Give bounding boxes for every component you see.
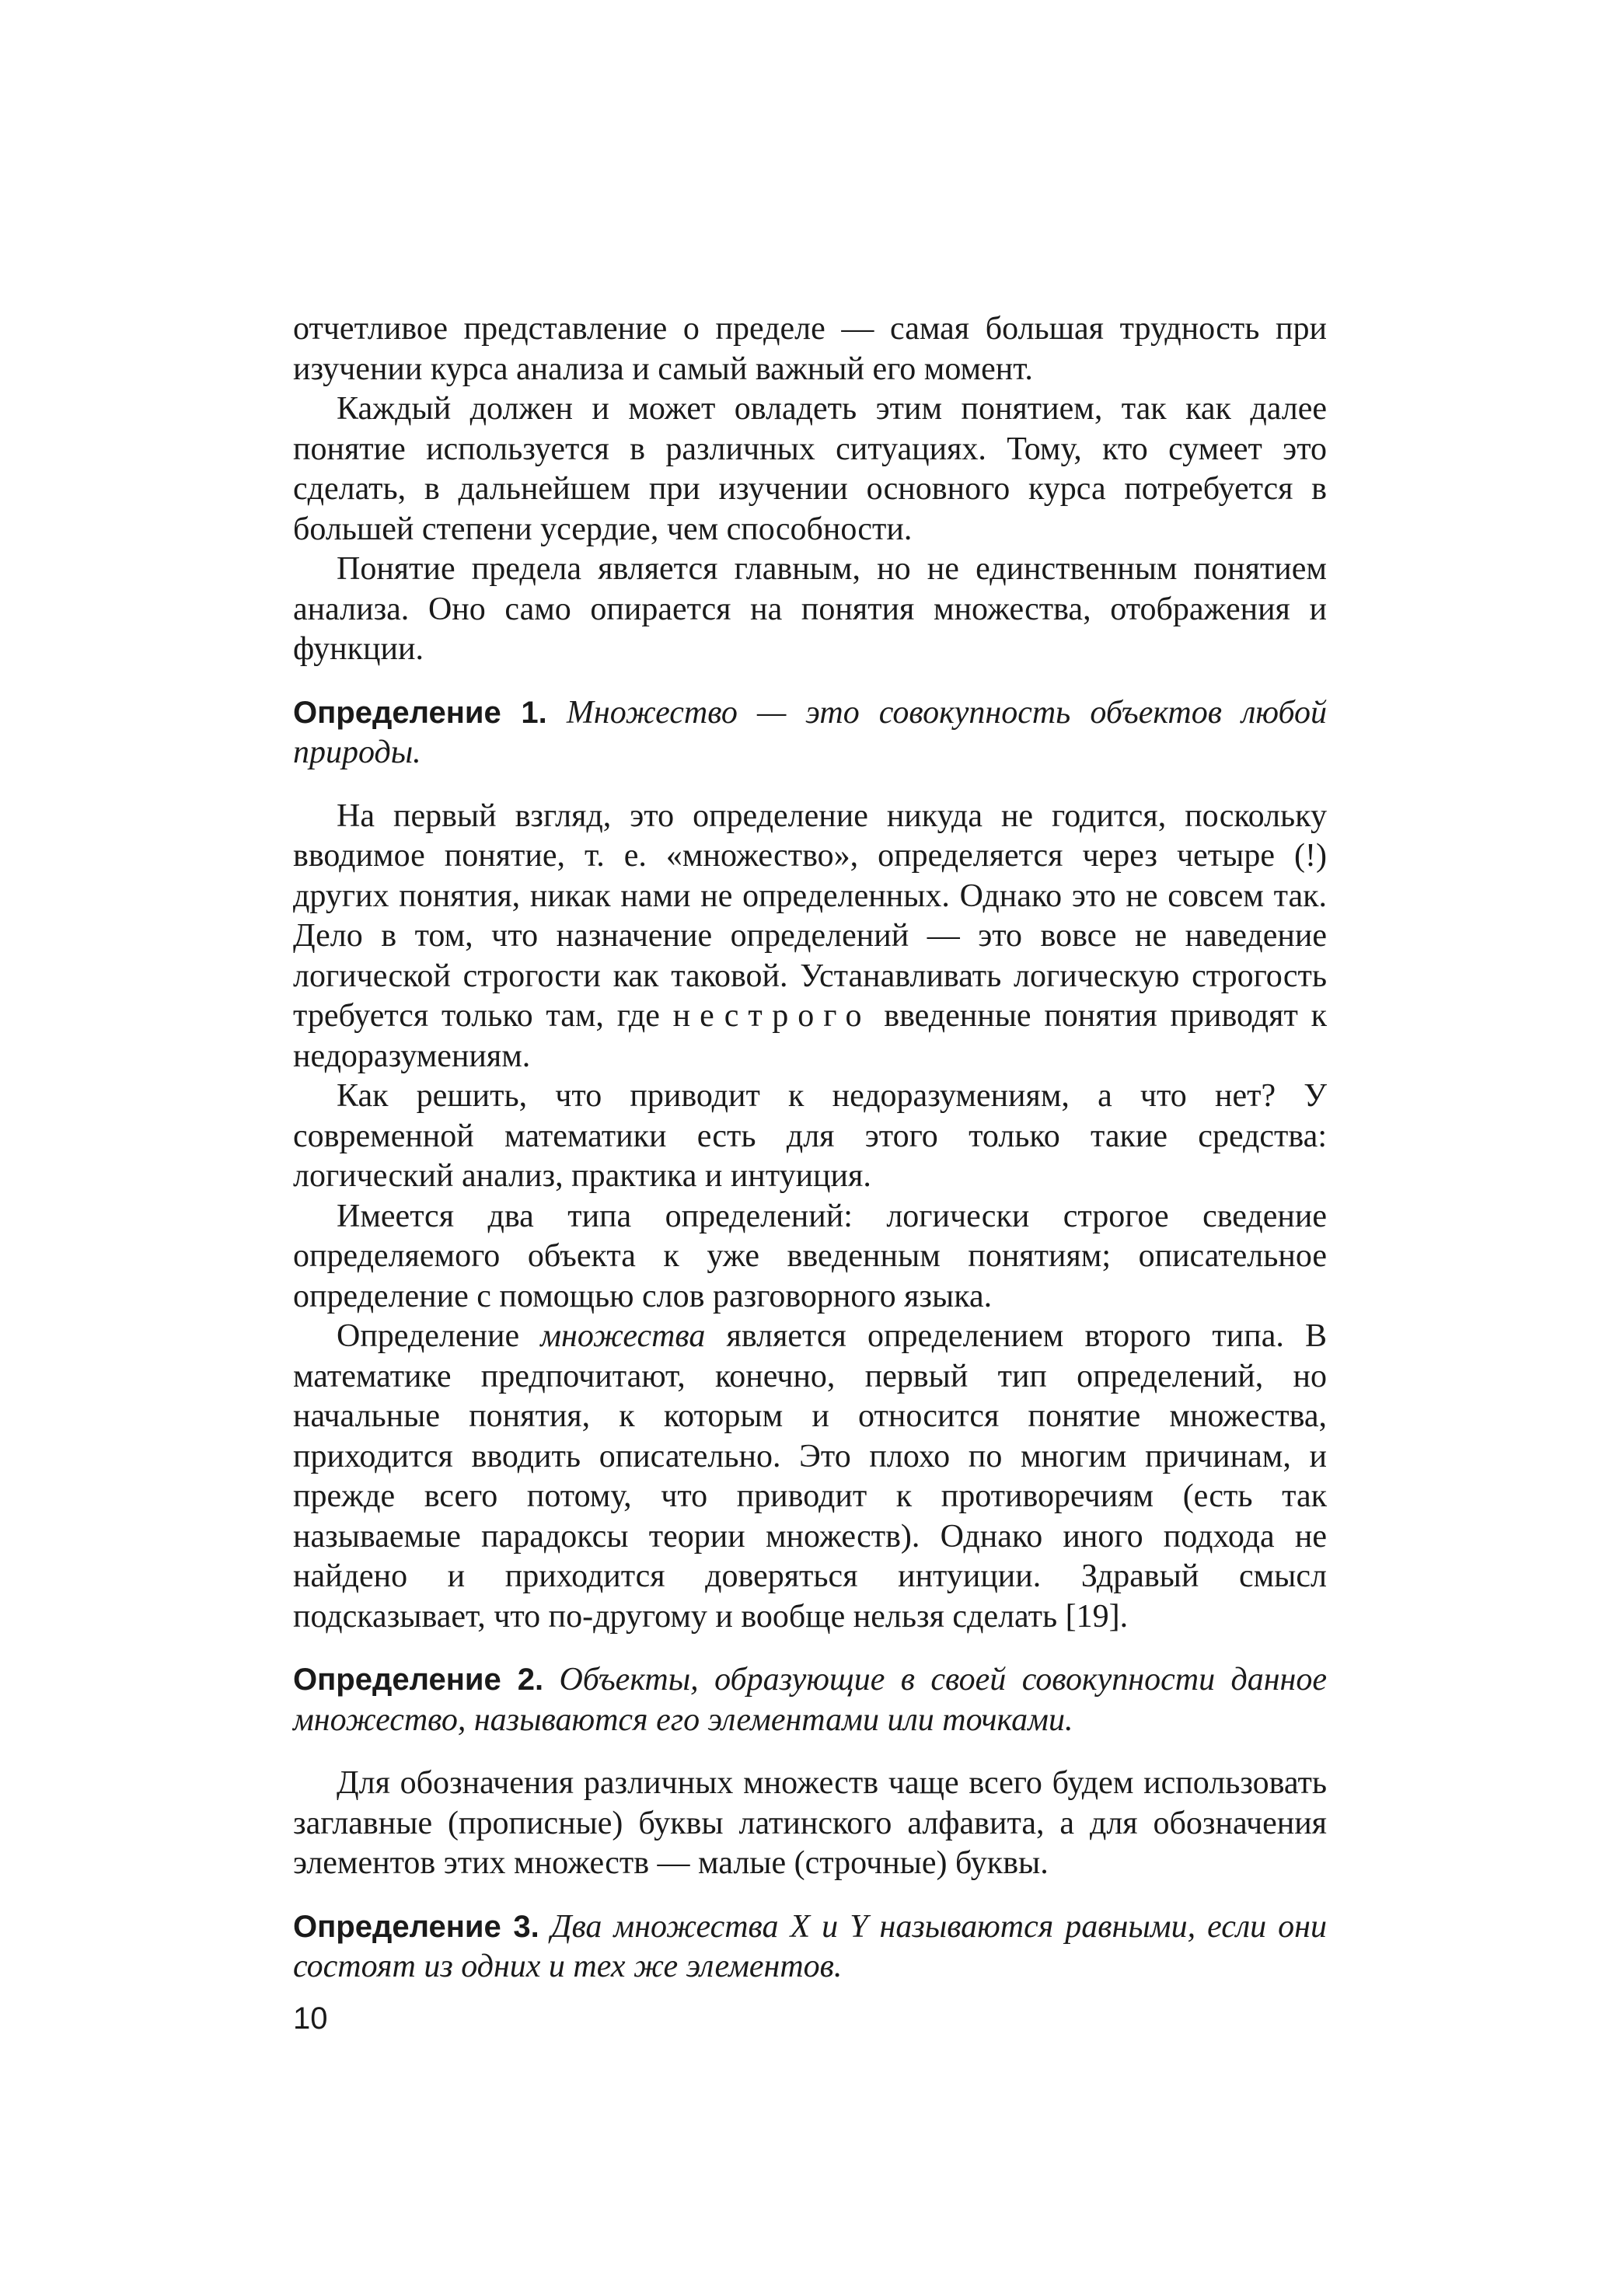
paragraph-set-definition-start: Определение <box>337 1318 520 1354</box>
paragraph-set-definition-type <box>293 1317 1327 1637</box>
spaced-word-nestrogo: нестрого <box>672 998 871 1034</box>
paragraph-first-glance <box>293 797 1327 1077</box>
page-body <box>293 309 1327 1987</box>
emphasis-mnozhestva: множества <box>540 1318 706 1354</box>
paragraph-limit-difficulty: отчетливое представление о пределе — самая большая трудность при изучении курса анализа и самый важный его момент. <box>293 311 1327 387</box>
definition-3-label: Определение 3. <box>293 1909 539 1944</box>
paragraph-concepts-of-analysis: Понятие предела является главным, но не единственным понятием анализа. Оно само опирается на понятия множества, отображения и функции. <box>293 551 1327 667</box>
definition-1 <box>293 693 1327 773</box>
definition-3-text: Два множества X и Y называются равными, если они состоят из одних и тех же элементов. <box>293 1908 1327 1984</box>
definition-2-label: Определение 2. <box>293 1663 544 1697</box>
definition-2 <box>293 1660 1327 1740</box>
paragraph-definition-types: Имеется два типа определений: логически строгое сведение определяемого объекта к уже введенным понятиям; описательное определение с помощью слов разговорного языка. <box>293 1198 1327 1314</box>
paragraph-how-to-decide: Как решить, что приводит к недоразумениям, а что нет? У современной математики есть для этого только такие средства: логический анализ, практика и интуиция. <box>293 1078 1327 1194</box>
definition-1-label: Определение 1. <box>293 695 547 730</box>
paragraph-first-glance-start: На первый взгляд, это определение никуда не годится, поскольку вводимое понятие, т. е. «множество», определяется через четыре (!) других понятия, никак нами не определенных. Однако это не совсем так. Дело в том, что назначение определений — это вовсе не наведение логической строгости как таковой. Устанавливать логическую строгость требуется только там, где <box>293 797 1327 1034</box>
paragraph-set-definition-end: является определением второго типа. В математике предпочитают, конечно, первый тип определений, но начальные понятия, к которым и относится понятие множества, приходится вводить описательно. Это плохо по многим причинам, и прежде всего потому, что приводит к противоречиям (есть так называемые парадоксы теории множеств). Однако иного подхода не найдено и приходится доверяться интуиции. Здравый смысл подсказывает, что по-другому и вообще нельзя сделать [19]. <box>293 1318 1327 1635</box>
paragraph-first-glance-end: введенные понятия приводят к недоразумениям. <box>293 998 1328 1074</box>
page-number: 10 <box>293 2001 328 2036</box>
definition-1-text: Множество — это совокупность объектов любой природы. <box>293 694 1328 770</box>
paragraph-notation: Для обозначения различных множеств чаще всего будем использовать заглавные (прописные) буквы латинского алфавита, а для обозначения элементов этих множеств — малые (строчные) буквы. <box>293 1765 1327 1881</box>
definition-3 <box>293 1907 1327 1987</box>
paragraph-mastering-concept: Каждый должен и может овладеть этим понятием, так как далее понятие используется в различных ситуациях. Тому, кто сумеет это сделать, в дальнейшем при изучении основного курса потребуется в большей степени усердие, чем способности. <box>293 391 1327 547</box>
definition-2-text: Объекты, образующие в своей совокупности данное множество, называются его элементами или точками. <box>293 1662 1328 1738</box>
